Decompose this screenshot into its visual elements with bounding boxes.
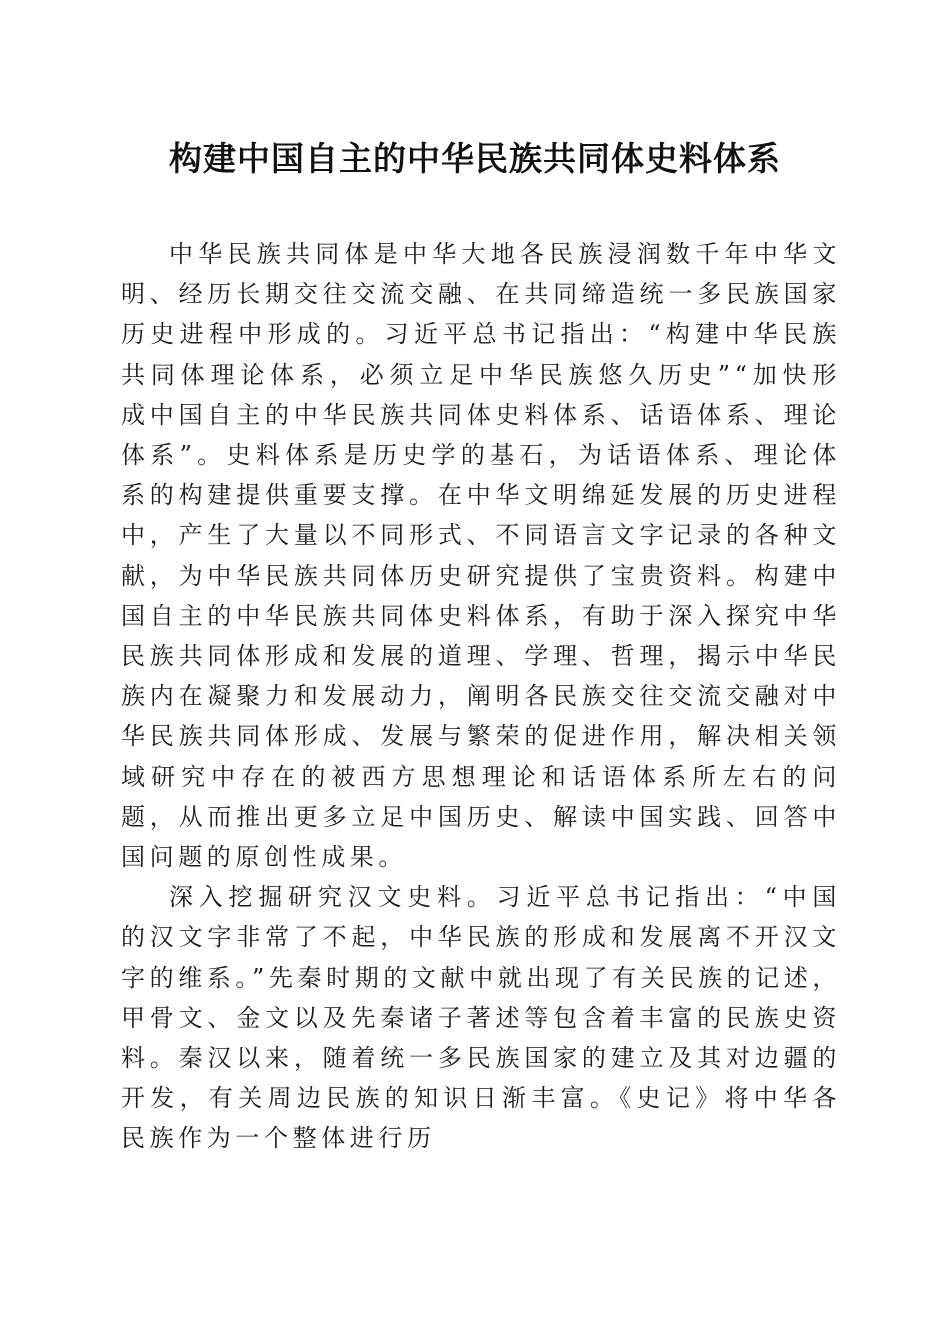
document-title: 构建中国自主的中华民族共同体史料体系 — [169, 139, 781, 178]
paragraph-intro: 中华民族共同体是中华大地各民族浸润数千年中华文明、经历长期交往交流交融、在共同缔造统一多民族国家历史进程中形成的。习近平总书记指出：“构建中华民族共同体理论体系，必须立足中华民族悠久历史”“加快形成中国自主的中华民族共同体史料体系、话语体系、理论体系”。史料体系是历史学的基石，为话语体系、理论体系的构建提供重要支撑。在中华文明绵延发展的历史进程中，产生了大量以不同形式、不同语言文字记录的各种文献，为中华民族共同体历史研究提供了宝贵资料。构建中国自主的中华民族共同体史料体系，有助于深入探究中华民族共同体形成和发展的道理、学理、哲理，揭示中华民族内在凝聚力和发展动力，阐明各民族交往交流交融对中华民族共同体形成、发展与繁荣的促进作用，解决相关领域研究中存在的被西方思想理论和话语体系所左右的问题，从而推出更多立足中国历史、解读中国实践、回答中国问题的原创性成果。 — [121, 240, 841, 872]
document-body — [121, 234, 841, 1159]
paragraph-han-sources: 深入挖掘研究汉文史料。习近平总书记指出：“中国的汉文字非常了不起，中华民族的形成和发展离不开汉文字的维系。”先秦时期的文献中就出现了有关民族的记述，甲骨文、金文以及先秦诸子著述等包含着丰富的民族史资料。秦汉以来，随着统一多民族国家的建立及其对边疆的开发，有关周边民族的知识日渐丰富。《史记》将中华各民族作为一个整体进行历 — [121, 883, 841, 1153]
